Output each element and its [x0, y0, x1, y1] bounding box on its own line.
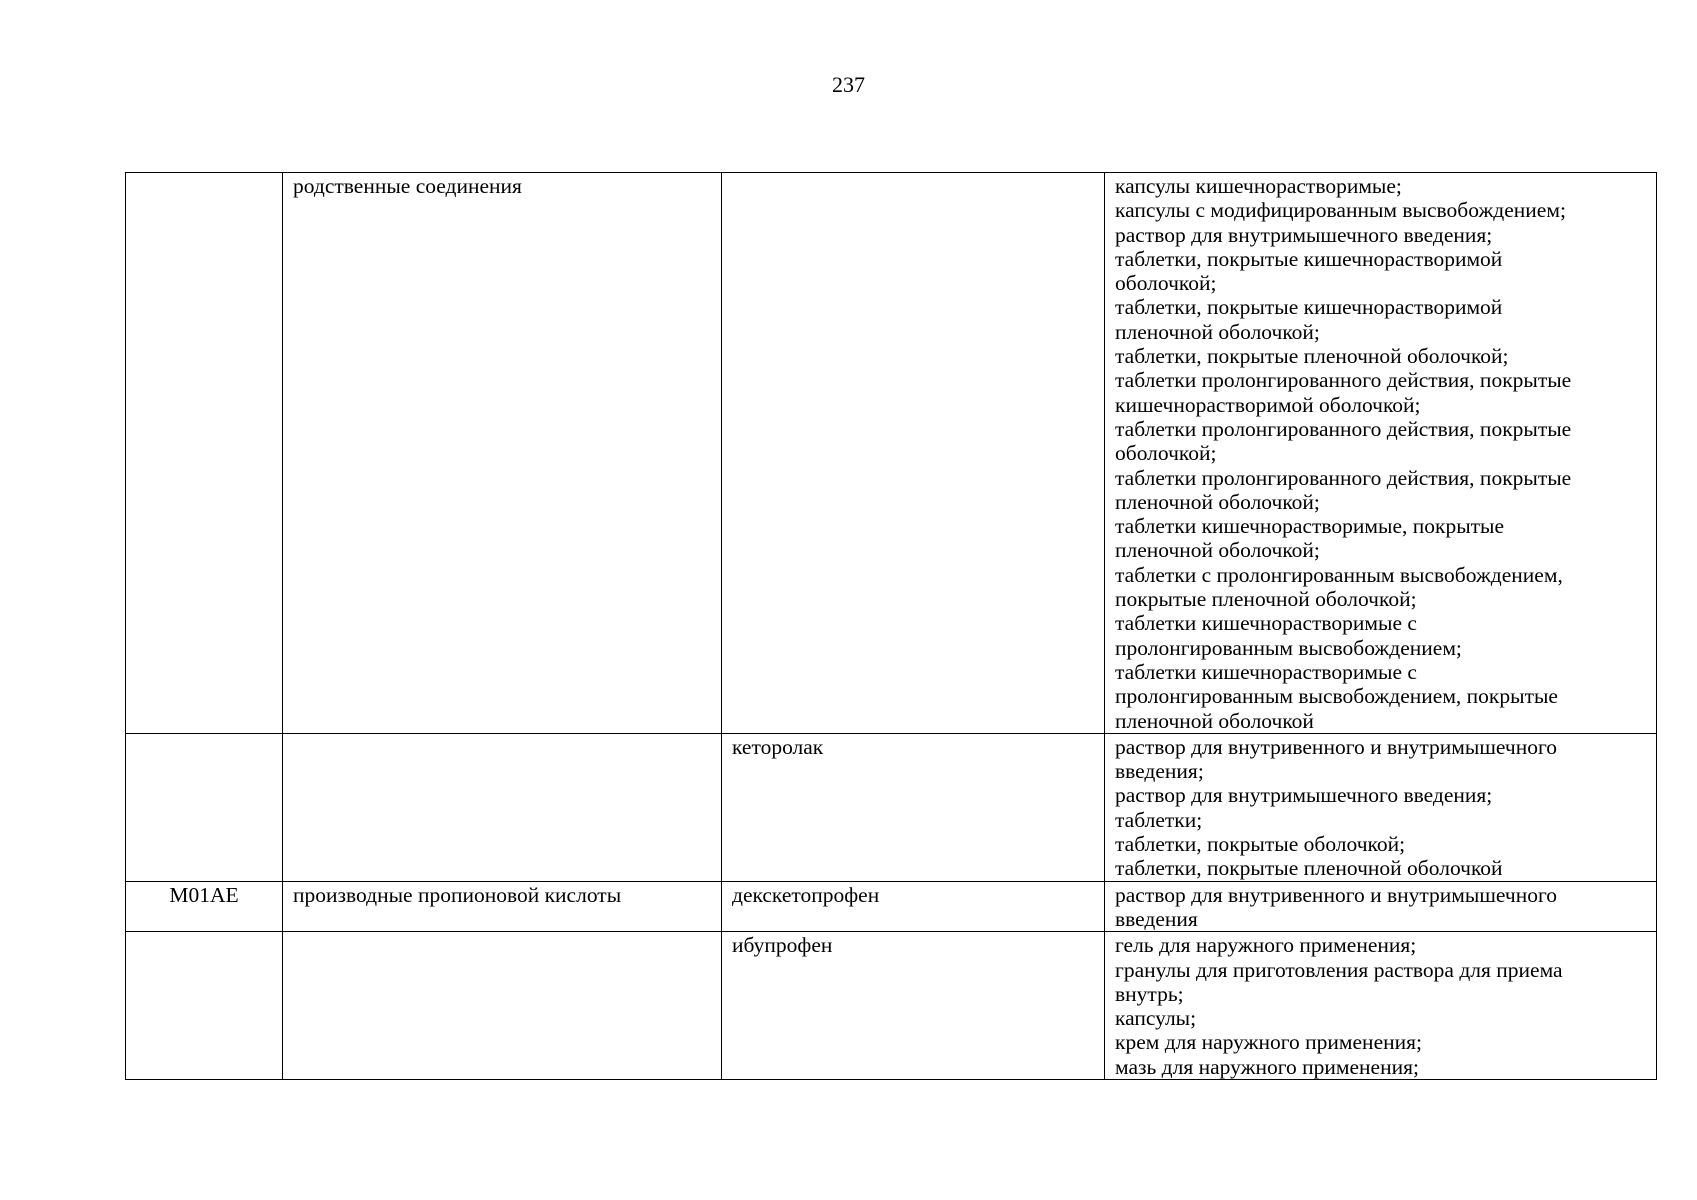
- dosage-form-line: таблетки кишечнорастворимые с: [1115, 659, 1417, 684]
- dosage-forms-cell: [1105, 733, 1657, 881]
- dosage-form-line: таблетки;: [1115, 807, 1203, 832]
- dosage-forms-cell: [1105, 881, 1657, 932]
- dosage-form-line: гранулы для приготовления раствора для приема: [1115, 957, 1563, 982]
- dosage-form-line: таблетки с пролонгированным высвобождением,: [1115, 562, 1563, 587]
- table-row: [126, 932, 1657, 1080]
- drug-cell: декскетопрофен: [722, 881, 1105, 932]
- atc-code-cell: M01AE: [126, 881, 283, 932]
- dosage-forms-cell: [1105, 932, 1657, 1080]
- group-cell: [283, 733, 722, 881]
- dosage-form-line: таблетки пролонгированного действия, покрытые: [1115, 416, 1572, 441]
- dosage-form-line: пленочной оболочкой;: [1115, 319, 1320, 344]
- dosage-form-line: таблетки пролонгированного действия, покрытые: [1115, 465, 1572, 490]
- dosage-form-line: раствор для внутримышечного введения;: [1115, 222, 1493, 247]
- dosage-form-line: таблетки пролонгированного действия, покрытые: [1115, 368, 1572, 393]
- dosage-form-line: мазь для наружного применения;: [1115, 1054, 1419, 1079]
- dosage-form-line: таблетки, покрытые кишечнорастворимой: [1115, 246, 1503, 271]
- dosage-form-line: оболочкой;: [1115, 441, 1217, 466]
- dosage-form-line: капсулы кишечнорастворимые;: [1115, 174, 1402, 198]
- dosage-form-line: раствор для внутривенного и внутримышечного: [1115, 734, 1558, 759]
- dosage-form-line: капсулы;: [1115, 1006, 1197, 1031]
- dosage-form-line: введения: [1115, 906, 1198, 931]
- dosage-form-line: кишечнорастворимой оболочкой;: [1115, 392, 1421, 417]
- dosage-form-line: крем для наружного применения;: [1115, 1030, 1422, 1055]
- dosage-form-line: раствор для внутривенного и внутримышечного: [1115, 882, 1558, 907]
- dosage-form-line: пленочной оболочкой;: [1115, 489, 1320, 514]
- dosage-form-line: пролонгированным высвобождением;: [1115, 635, 1462, 660]
- dosage-forms-cell: [1105, 173, 1657, 734]
- dosage-form-line: гель для наружного применения;: [1115, 933, 1417, 958]
- drug-cell: кеторолак: [722, 733, 1105, 881]
- table-row: [126, 881, 1657, 932]
- dosage-form-line: таблетки, покрытые пленочной оболочкой: [1115, 856, 1503, 881]
- dosage-form-line: пленочной оболочкой;: [1115, 538, 1320, 563]
- dosage-form-line: пролонгированным высвобождением, покрытые: [1115, 684, 1558, 709]
- dosage-form-line: таблетки, покрытые пленочной оболочкой;: [1115, 344, 1509, 369]
- dosage-form-line: таблетки, покрытые оболочкой;: [1115, 832, 1406, 857]
- dosage-form-line: таблетки кишечнорастворимые с: [1115, 611, 1417, 636]
- table-body: [126, 173, 1657, 1080]
- dosage-form-line: таблетки кишечнорастворимые, покрытые: [1115, 514, 1505, 539]
- drug-table: [125, 172, 1657, 1080]
- dosage-form-line: покрытые пленочной оболочкой;: [1115, 587, 1417, 612]
- dosage-form-line: внутрь;: [1115, 981, 1184, 1006]
- dosage-form-line: оболочкой;: [1115, 271, 1217, 296]
- dosage-form-line: введения;: [1115, 759, 1204, 784]
- drug-cell: ибупрофен: [722, 932, 1105, 1080]
- dosage-form-line: пленочной оболочкой: [1115, 708, 1314, 733]
- dosage-form-line: раствор для внутримышечного введения;: [1115, 783, 1493, 808]
- drug-cell: [722, 173, 1105, 734]
- page-number: 237: [832, 72, 865, 97]
- group-cell: [283, 932, 722, 1080]
- dosage-form-line: таблетки, покрытые кишечнорастворимой: [1115, 295, 1503, 320]
- dosage-form-line: капсулы с модифицированным высвобождением;: [1115, 198, 1566, 223]
- atc-code-cell: [126, 932, 283, 1080]
- group-cell: производные пропионовой кислоты: [283, 881, 722, 932]
- atc-code-cell: [126, 173, 283, 734]
- atc-code-cell: [126, 733, 283, 881]
- table-row: [126, 733, 1657, 881]
- group-cell: родственные соединения: [283, 173, 722, 734]
- table-row: [126, 173, 1657, 734]
